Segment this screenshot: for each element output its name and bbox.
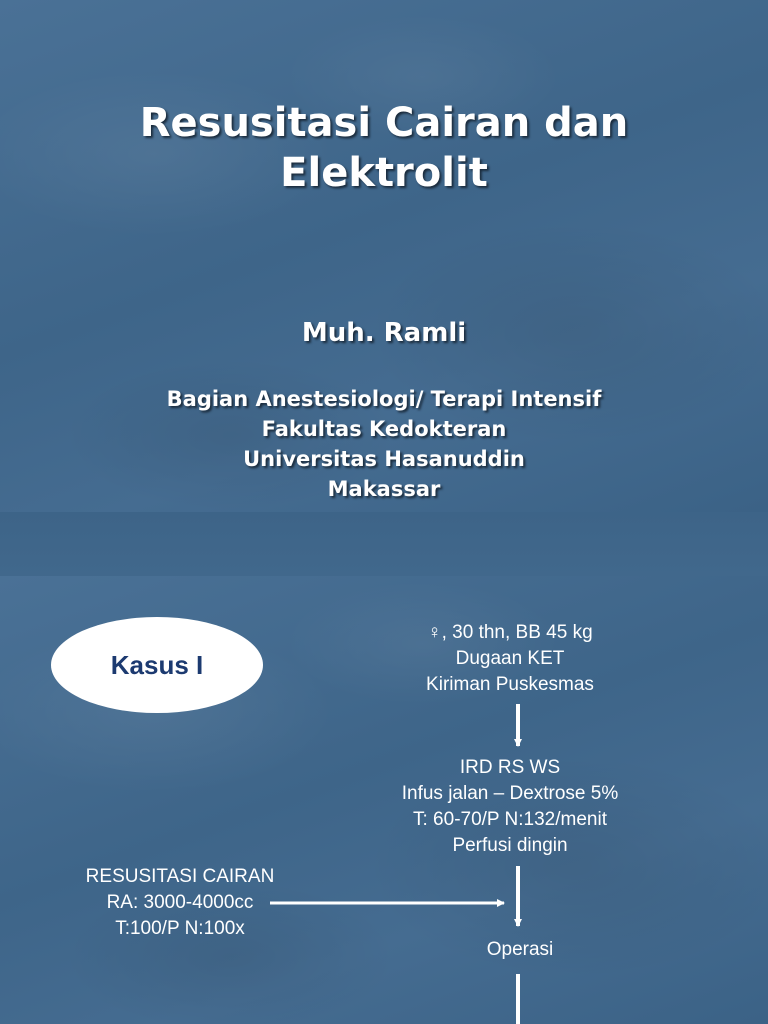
emergency-line: T: 60-70/P N:132/menit (413, 809, 607, 830)
emergency-line: IRD RS WS (459, 757, 561, 778)
affiliation-line: Bagian Anestesiologi/ Terapi Intensif (166, 387, 602, 411)
patient-info-line: Kiriman Puskesmas (426, 674, 594, 695)
affiliation-line: Makassar (327, 477, 441, 501)
title-line-1: Resusitasi Cairan dan (139, 100, 629, 146)
emergency-line: Perfusi dingin (452, 835, 568, 856)
emergency-block (340, 755, 680, 859)
slide-title (0, 98, 768, 198)
slide-separator (0, 512, 768, 576)
resuscitation-line: RESUSITASI CAIRAN (85, 866, 275, 887)
case-badge: Kasus I (51, 617, 263, 713)
affiliation-line: Universitas Hasanuddin (243, 447, 525, 471)
title-line-2: Elektrolit (280, 150, 488, 196)
resuscitation-block (40, 864, 320, 942)
affiliation-line: Fakultas Kedokteran (261, 417, 507, 441)
patient-info-line: Dugaan KET (455, 648, 565, 669)
resuscitation-line: RA: 3000-4000cc (106, 892, 254, 913)
resuscitation-line: T:100/P N:100x (115, 918, 245, 939)
affiliation-block (0, 384, 768, 504)
patient-info-block (350, 620, 670, 698)
patient-info-line: ♀, 30 thn, BB 45 kg (427, 622, 593, 643)
author-name: Muh. Ramli (301, 318, 467, 348)
operation-label: Operasi (486, 939, 554, 960)
emergency-line: Infus jalan – Dextrose 5% (401, 783, 619, 804)
case-slide (0, 576, 768, 1024)
